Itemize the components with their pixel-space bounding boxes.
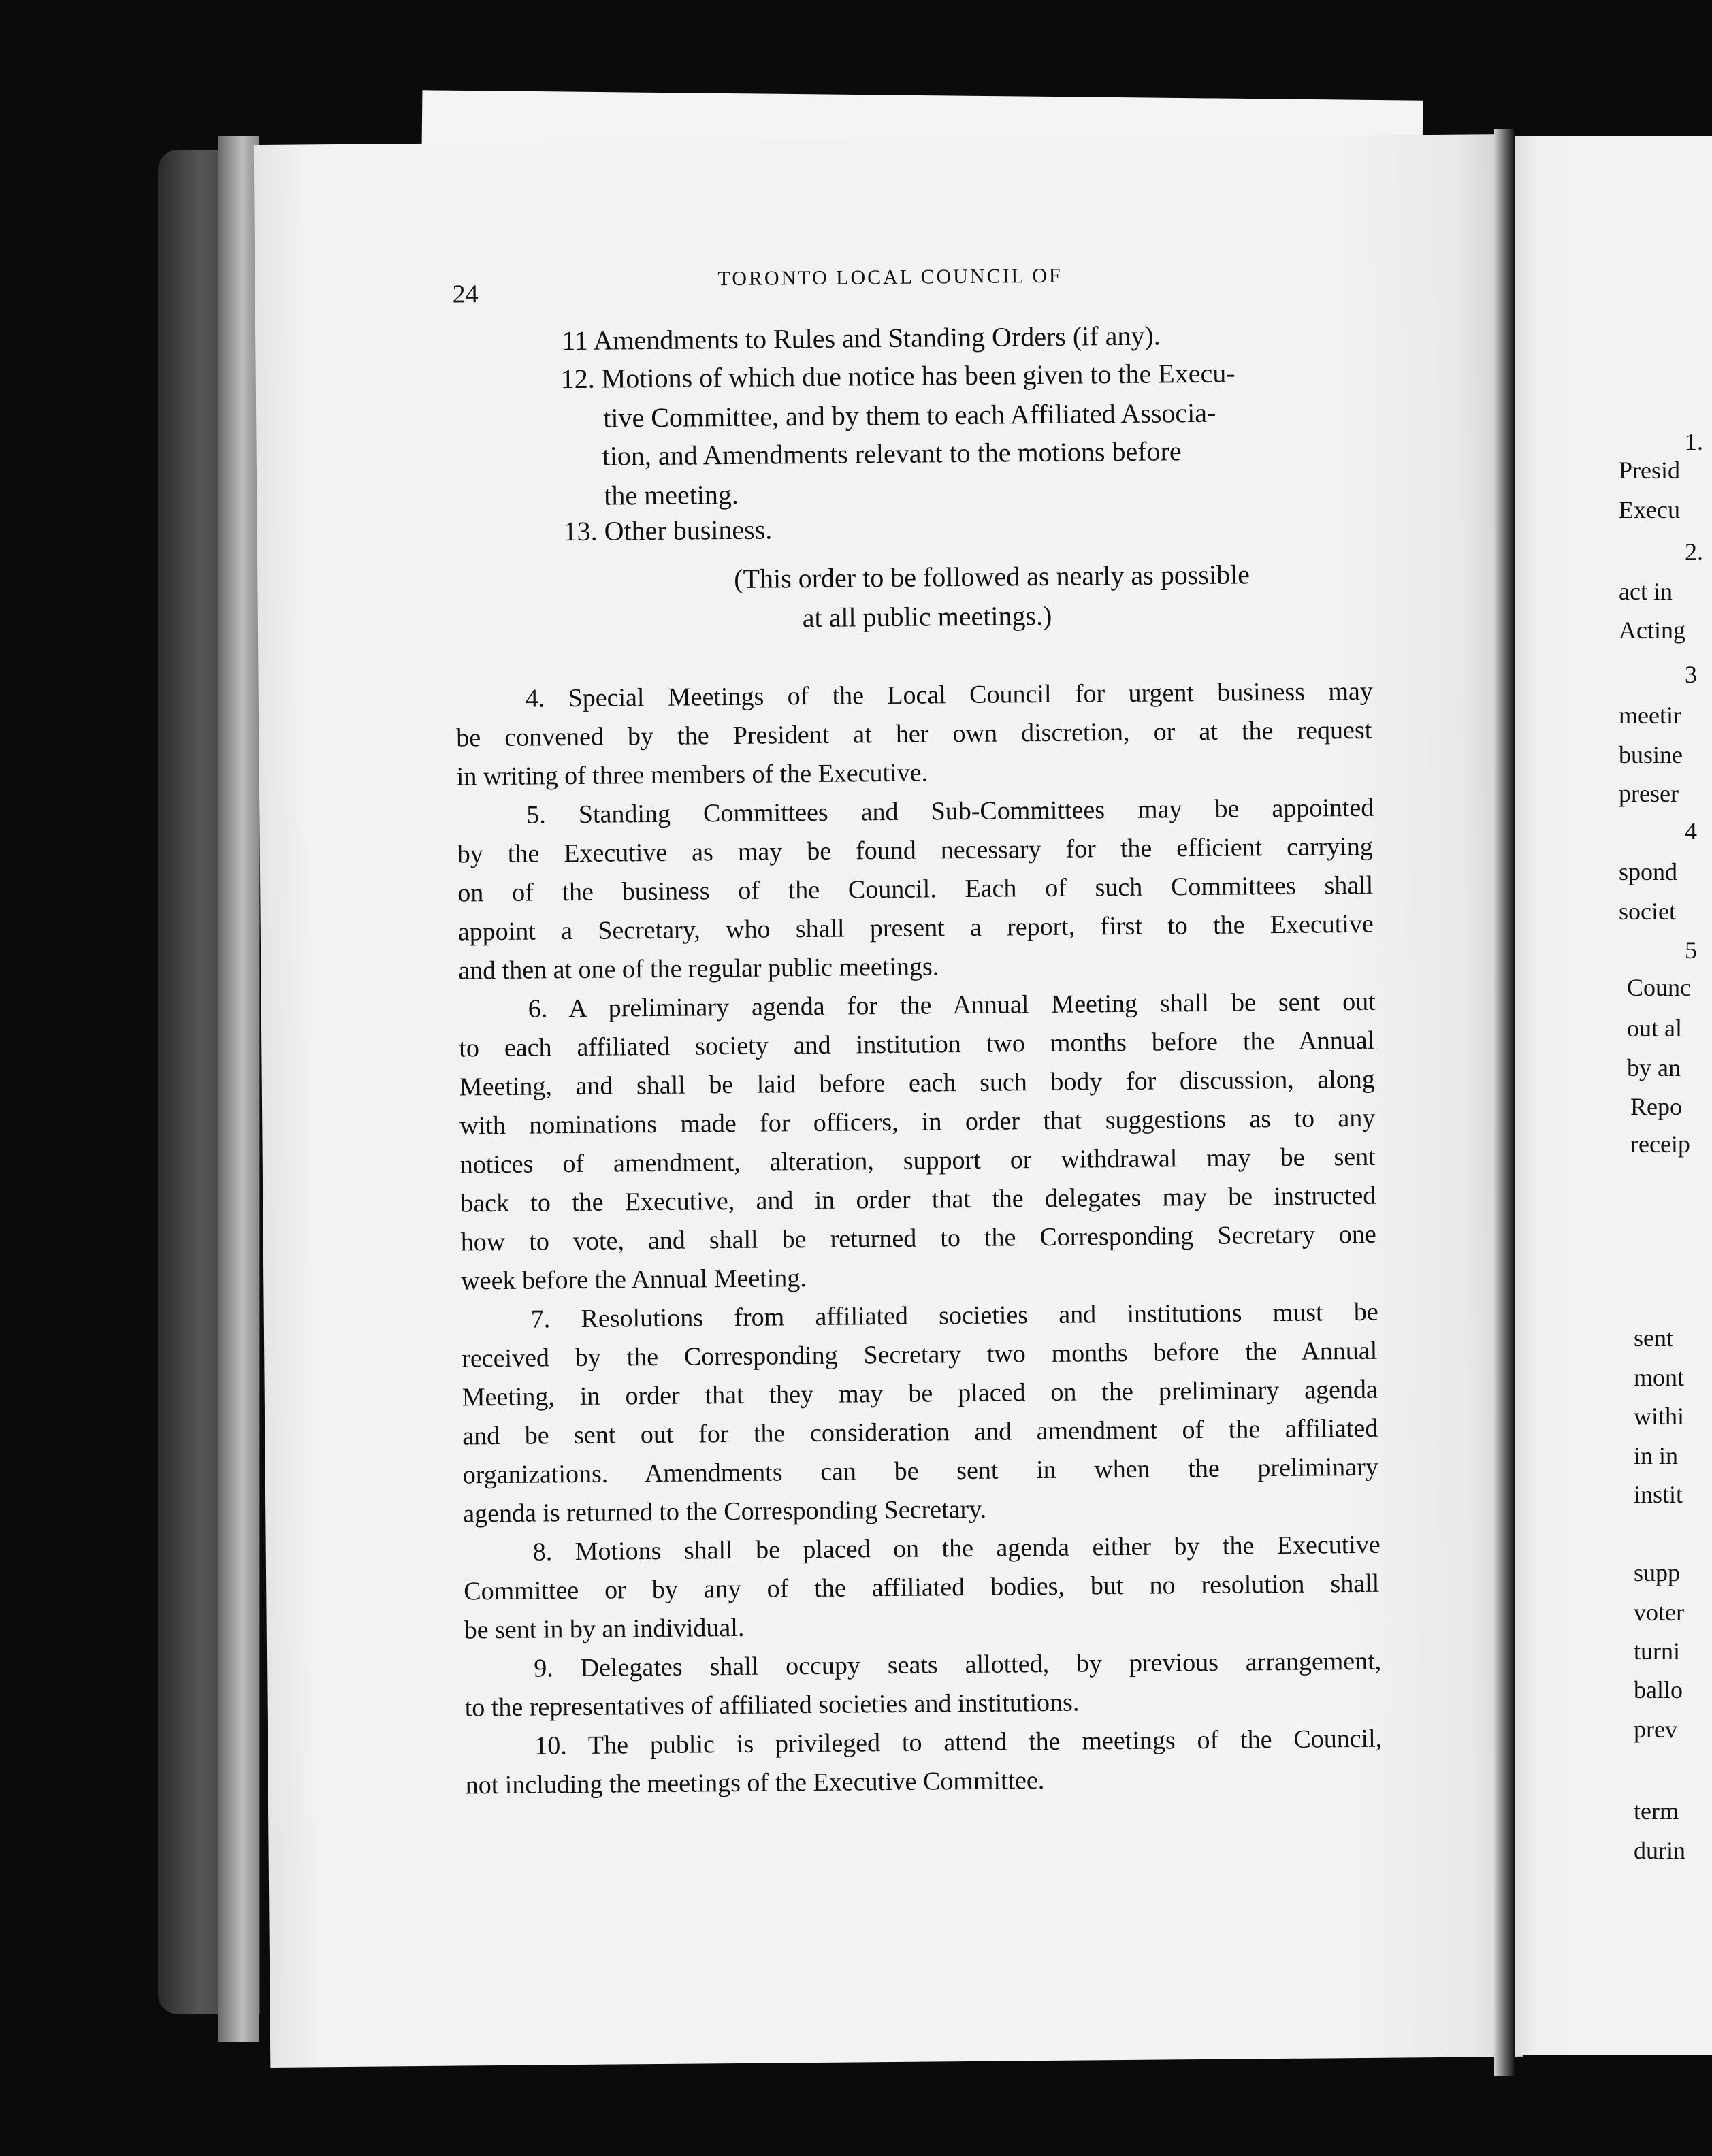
right-page-line: withi (1634, 1403, 1685, 1430)
body-line: on of the business of the Council. Each of such Committees shall (457, 870, 1374, 908)
body-line: organizations. Amendments can be sent in when the preliminary (462, 1452, 1378, 1490)
body-line: appoint a Secretary, who shall present a report, first to the Executive (457, 909, 1374, 947)
body-line: notices of amendment, alteration, support or withdrawal may be sent (459, 1142, 1376, 1179)
body-line: in writing of three members of the Executive. (456, 758, 928, 791)
right-page-line: Repo (1630, 1093, 1682, 1120)
right-page-line: Execu (1619, 496, 1680, 523)
body-line: be sent in by an individual. (464, 1613, 745, 1645)
body-line: Meeting, and shall be laid before each such body for discussion, along (459, 1064, 1375, 1102)
body-line: 10. The public is privileged to attend the meetings of the Council, (534, 1724, 1383, 1761)
right-page-line: mont (1634, 1364, 1685, 1391)
body-line: and be sent out for the consideration and amendment of the affiliated (462, 1414, 1378, 1451)
page-edges (218, 136, 259, 2042)
body-line: be convened by the President at her own discretion, or at the request (456, 715, 1372, 753)
agenda-item-12-cont: tive Committee, and by them to each Affiliated Associa- (603, 397, 1216, 434)
running-head: TORONTO LOCAL COUNCIL OF (717, 264, 1063, 291)
book-gutter (1494, 129, 1515, 2076)
body-line: agenda is returned to the Corresponding Secretary. (463, 1494, 987, 1529)
right-page-line: 3 (1685, 661, 1697, 688)
right-page-line: Acting (1619, 617, 1685, 644)
body-line: and then at one of the regular public meetings. (458, 952, 939, 985)
body-line: how to vote, and shall be returned to the Corresponding Secretary one (460, 1220, 1376, 1257)
right-page-line: sent (1634, 1324, 1673, 1352)
right-page-line: by an (1627, 1054, 1681, 1081)
right-page-line: busine (1619, 741, 1683, 768)
body-line: 9. Delegates shall occupy seats allotted, by previous arrangement, (534, 1646, 1382, 1683)
body-line: week before the Annual Meeting. (461, 1264, 807, 1296)
page-number: 24 (452, 280, 479, 309)
body-line: 4. Special Meetings of the Local Council for urgent business may (525, 676, 1373, 713)
right-page-line: voter (1634, 1599, 1684, 1626)
body-line: received by the Corresponding Secretary two months before the Annual (462, 1336, 1378, 1373)
body-line: by the Executive as may be found necessary for the efficient carrying (457, 832, 1373, 869)
right-page-line: supp (1634, 1559, 1681, 1586)
body-line: not including the meetings of the Executive Committee. (465, 1766, 1045, 1800)
right-page-line: term (1634, 1797, 1679, 1825)
right-page-line: turni (1634, 1637, 1680, 1665)
body-line: Committee or by any of the affiliated bodies, but no resolution shall (464, 1569, 1380, 1606)
agenda-item-12-cont: the meeting. (604, 478, 739, 511)
agenda-item-12: 12. Motions of which due notice has been given to the Execu- (560, 357, 1235, 395)
right-page-line: societ (1619, 898, 1676, 925)
agenda-item-12-cont: tion, and Amendments relevant to the motions before (602, 436, 1182, 472)
right-page-line: in in (1634, 1442, 1679, 1469)
order-note: (This order to be followed as nearly as possible (734, 559, 1250, 594)
right-page-line: spond (1619, 858, 1678, 885)
order-note: at all public meetings.) (802, 600, 1052, 634)
body-line: to the representatives of affiliated societies and institutions. (464, 1688, 1080, 1722)
right-page-line: preser (1619, 780, 1679, 807)
right-page-line: 1. (1685, 428, 1703, 455)
right-page-line: Counc (1627, 974, 1691, 1001)
body-line: 5. Standing Committees and Sub-Committees may be appointed (526, 793, 1374, 830)
body-line: 7. Resolutions from affiliated societies and institutions must be (530, 1297, 1378, 1334)
right-page-line: receip (1630, 1130, 1690, 1158)
right-page (1515, 136, 1712, 2055)
right-page-line: meetir (1619, 702, 1681, 729)
right-page-line: 5 (1685, 936, 1697, 964)
right-page-line: out al (1627, 1015, 1682, 1042)
right-page-line: 2. (1685, 538, 1703, 566)
body-line: with nominations made for officers, in order that suggestions as to any (459, 1103, 1376, 1141)
right-page-line: ballo (1634, 1676, 1683, 1703)
agenda-item-13: 13. Other business. (563, 514, 773, 547)
body-line: Meeting, in order that they may be placed on the preliminary agenda (462, 1375, 1378, 1412)
right-page-line: prev (1634, 1716, 1677, 1743)
body-line: back to the Executive, and in order that the delegates may be instructed (460, 1181, 1376, 1218)
body-line: 6. A preliminary agenda for the Annual Meeting shall be sent out (528, 987, 1376, 1024)
right-page-line: 4 (1685, 817, 1697, 845)
right-page-line: durin (1634, 1837, 1685, 1864)
left-page (254, 134, 1523, 2068)
body-line: to each affiliated society and institution two months before the Annual (459, 1026, 1375, 1063)
right-page-line: act in (1619, 578, 1673, 605)
body-line: 8. Motions shall be placed on the agenda either by the Executive (532, 1530, 1380, 1567)
agenda-item-11: 11 Amendments to Rules and Standing Orders (if any). (562, 320, 1161, 357)
right-page-line: instit (1634, 1481, 1683, 1508)
right-page-line: Presid (1619, 457, 1680, 484)
